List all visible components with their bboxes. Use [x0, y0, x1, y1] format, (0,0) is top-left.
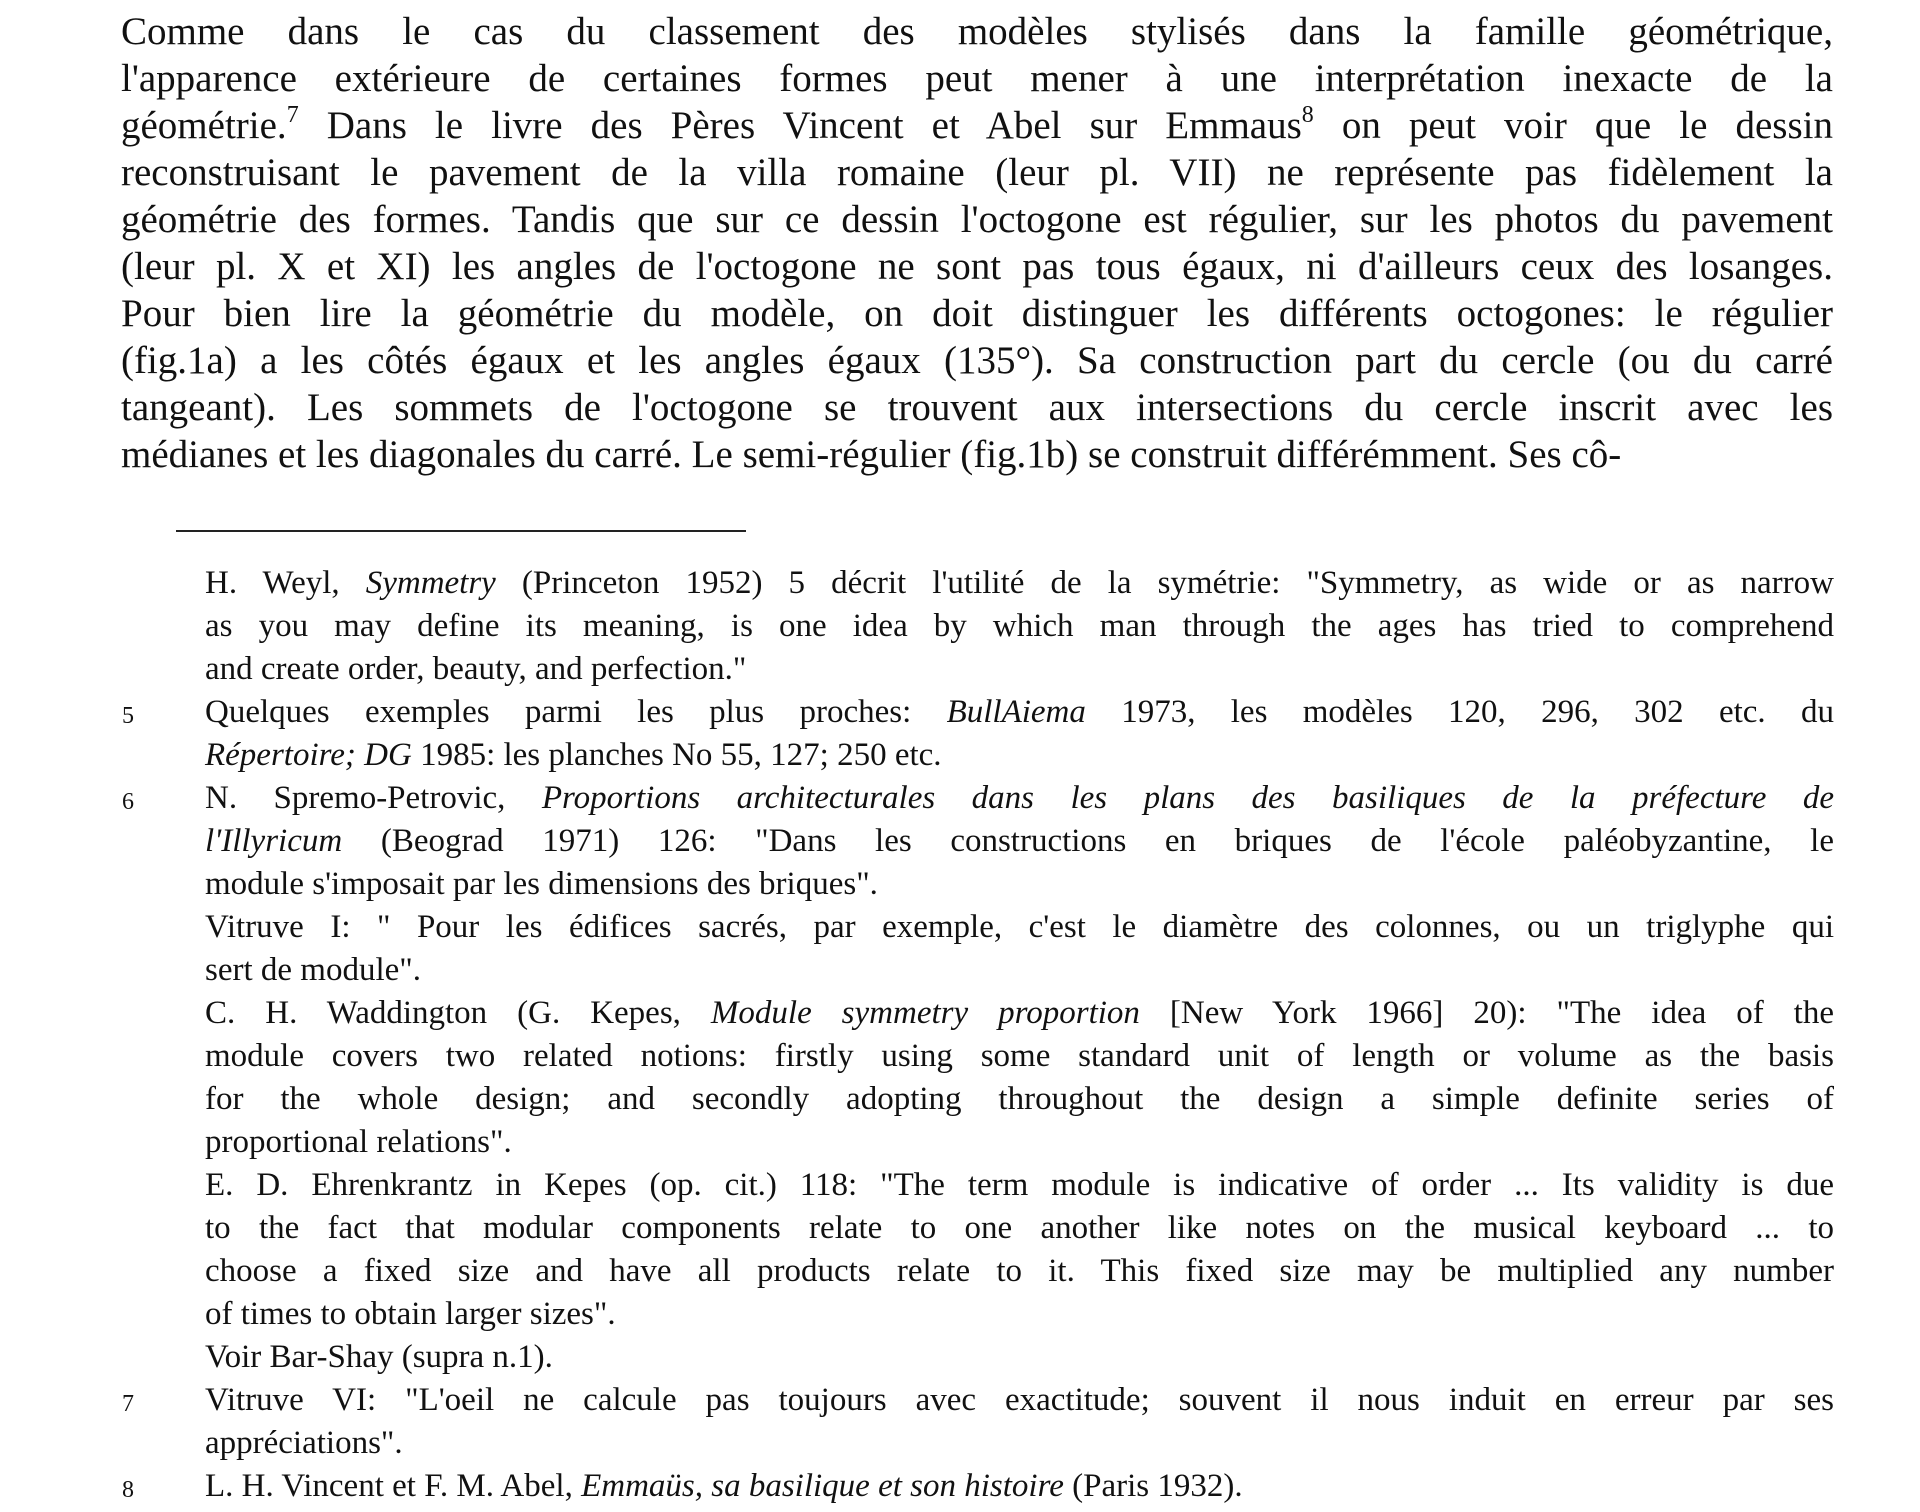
italic-title: Répertoire; DG [205, 737, 412, 773]
footnote-ref-8[interactable]: 8 [1301, 102, 1314, 128]
footnotes-section [100, 562, 1834, 1508]
body-line: Comme dans le cas du classement des modèles stylisés dans la famille géométrique, [121, 10, 1833, 53]
italic-title: Module symmetry proportion [710, 995, 1140, 1031]
footnote-line: as you may define its meaning, is one idea by which man through the ages has tried to comprehend [205, 608, 1834, 644]
body-line [121, 102, 1833, 149]
body-line: médianes et les diagonales du carré. Le semi-régulier (fig.1b) se construit différémment. Ses cô- [121, 433, 1622, 476]
footnote [100, 691, 1834, 777]
footnote-line: E. D. Ehrenkrantz in Kepes (op. cit.) 118: "The term module is indicative of order ... Its validity is due [205, 1167, 1834, 1203]
footnote-line: Voir Bar-Shay (supra n.1). [205, 1339, 553, 1375]
footnote [100, 777, 1834, 906]
body-line: géométrie des formes. Tandis que sur ce dessin l'octogone est régulier, sur les photos du pavement [121, 198, 1833, 241]
footnote-line: module covers two related notions: firstly using some standard unit of length or volume as the basis [205, 1038, 1834, 1074]
body-line: (fig.1a) a les côtés égaux et les angles égaux (135°). Sa construction part du cercle (ou du carré [121, 339, 1833, 382]
footnote [100, 1164, 1834, 1336]
body-line: Pour bien lire la géométrie du modèle, on doit distinguer les différents octogones: le régulier [121, 292, 1833, 335]
footnote-line: Vitruve I: " Pour les édifices sacrés, par exemple, c'est le diamètre des colonnes, ou un triglyphe qui [205, 909, 1834, 945]
italic-title: Emmaüs, sa basilique et son histoire [581, 1468, 1064, 1504]
body-paragraph [121, 8, 1833, 478]
body-line: tangeant). Les sommets de l'octogone se trouvent aux intersections du cercle inscrit avec les [121, 386, 1833, 429]
body-line: l'apparence extérieure de certaines formes peut mener à une interprétation inexacte de la [121, 57, 1833, 100]
footnote-line: L. H. Vincent et F. M. Abel, Emmaüs, sa basilique et son histoire (Paris 1932). [205, 1468, 1243, 1504]
body-text-segment: on peut voir que le dessin [1313, 104, 1833, 147]
footnote-ref-7[interactable]: 7 [286, 102, 299, 128]
footnote [100, 1379, 1834, 1465]
footnote-line: of times to obtain larger sizes". [205, 1296, 616, 1332]
footnote-separator [176, 530, 746, 532]
footnote-line: l'Illyricum (Beograd 1971) 126: "Dans les constructions en briques de l'école paléobyzantine, le [205, 823, 1834, 859]
footnote-line: Quelques exemples parmi les plus proches: BullAiema 1973, les modèles 120, 296, 302 etc. du [205, 694, 1834, 730]
footnote [100, 906, 1834, 992]
footnote [100, 992, 1834, 1164]
italic-title: Proportions architecturales dans les plans des basiliques de la préfecture de [541, 780, 1835, 816]
footnote-line: proportional relations". [205, 1124, 512, 1160]
footnote-line: C. H. Waddington (G. Kepes, Module symmetry proportion [New York 1966] 20): "The idea of the [205, 995, 1834, 1031]
body-text-segment: géométrie. [121, 104, 287, 147]
footnote-line: for the whole design; and secondly adopting throughout the design a simple definite series of [205, 1081, 1834, 1117]
body-line: (leur pl. X et XI) les angles de l'octogone ne sont pas tous égaux, ni d'ailleurs ceux des losanges. [121, 245, 1833, 288]
footnote [100, 1465, 1834, 1508]
footnote-line: H. Weyl, Symmetry (Princeton 1952) 5 décrit l'utilité de la symétrie: "Symmetry, as wide or as narrow [205, 565, 1834, 601]
footnote-line: to the fact that modular components relate to one another like notes on the musical keyboard ... to [205, 1210, 1834, 1246]
footnote-line: module s'imposait par les dimensions des briques". [205, 866, 878, 902]
footnote-line: sert de module". [205, 952, 421, 988]
body-text-segment: Dans le livre des Pères Vincent et Abel sur Emmaus [298, 104, 1302, 147]
footnote [100, 562, 1834, 691]
footnote-line: and create order, beauty, and perfection." [205, 651, 747, 687]
italic-title: BullAiema [946, 694, 1086, 730]
footnote-number: 8 [122, 1477, 134, 1503]
footnote-number: 6 [122, 789, 134, 815]
footnote-line: choose a fixed size and have all products relate to it. This fixed size may be multiplied any number [205, 1253, 1834, 1289]
footnote [100, 1336, 1834, 1379]
footnote-line: Vitruve VI: "L'oeil ne calcule pas toujours avec exactitude; souvent il nous induit en erreur par ses [205, 1382, 1834, 1418]
footnote-line: Répertoire; DG 1985: les planches No 55, 127; 250 etc. [205, 737, 942, 773]
footnote-number: 7 [122, 1391, 134, 1417]
body-line: reconstruisant le pavement de la villa romaine (leur pl. VII) ne représente pas fidèlement la [121, 151, 1833, 194]
footnote-line: N. Spremo-Petrovic, Proportions architecturales dans les plans des basiliques de la préfecture de [205, 780, 1835, 816]
footnote-line: appréciations". [205, 1425, 403, 1461]
italic-title: Symmetry [365, 565, 496, 601]
footnote-number: 5 [122, 703, 134, 729]
italic-title: l'Illyricum [205, 823, 343, 859]
